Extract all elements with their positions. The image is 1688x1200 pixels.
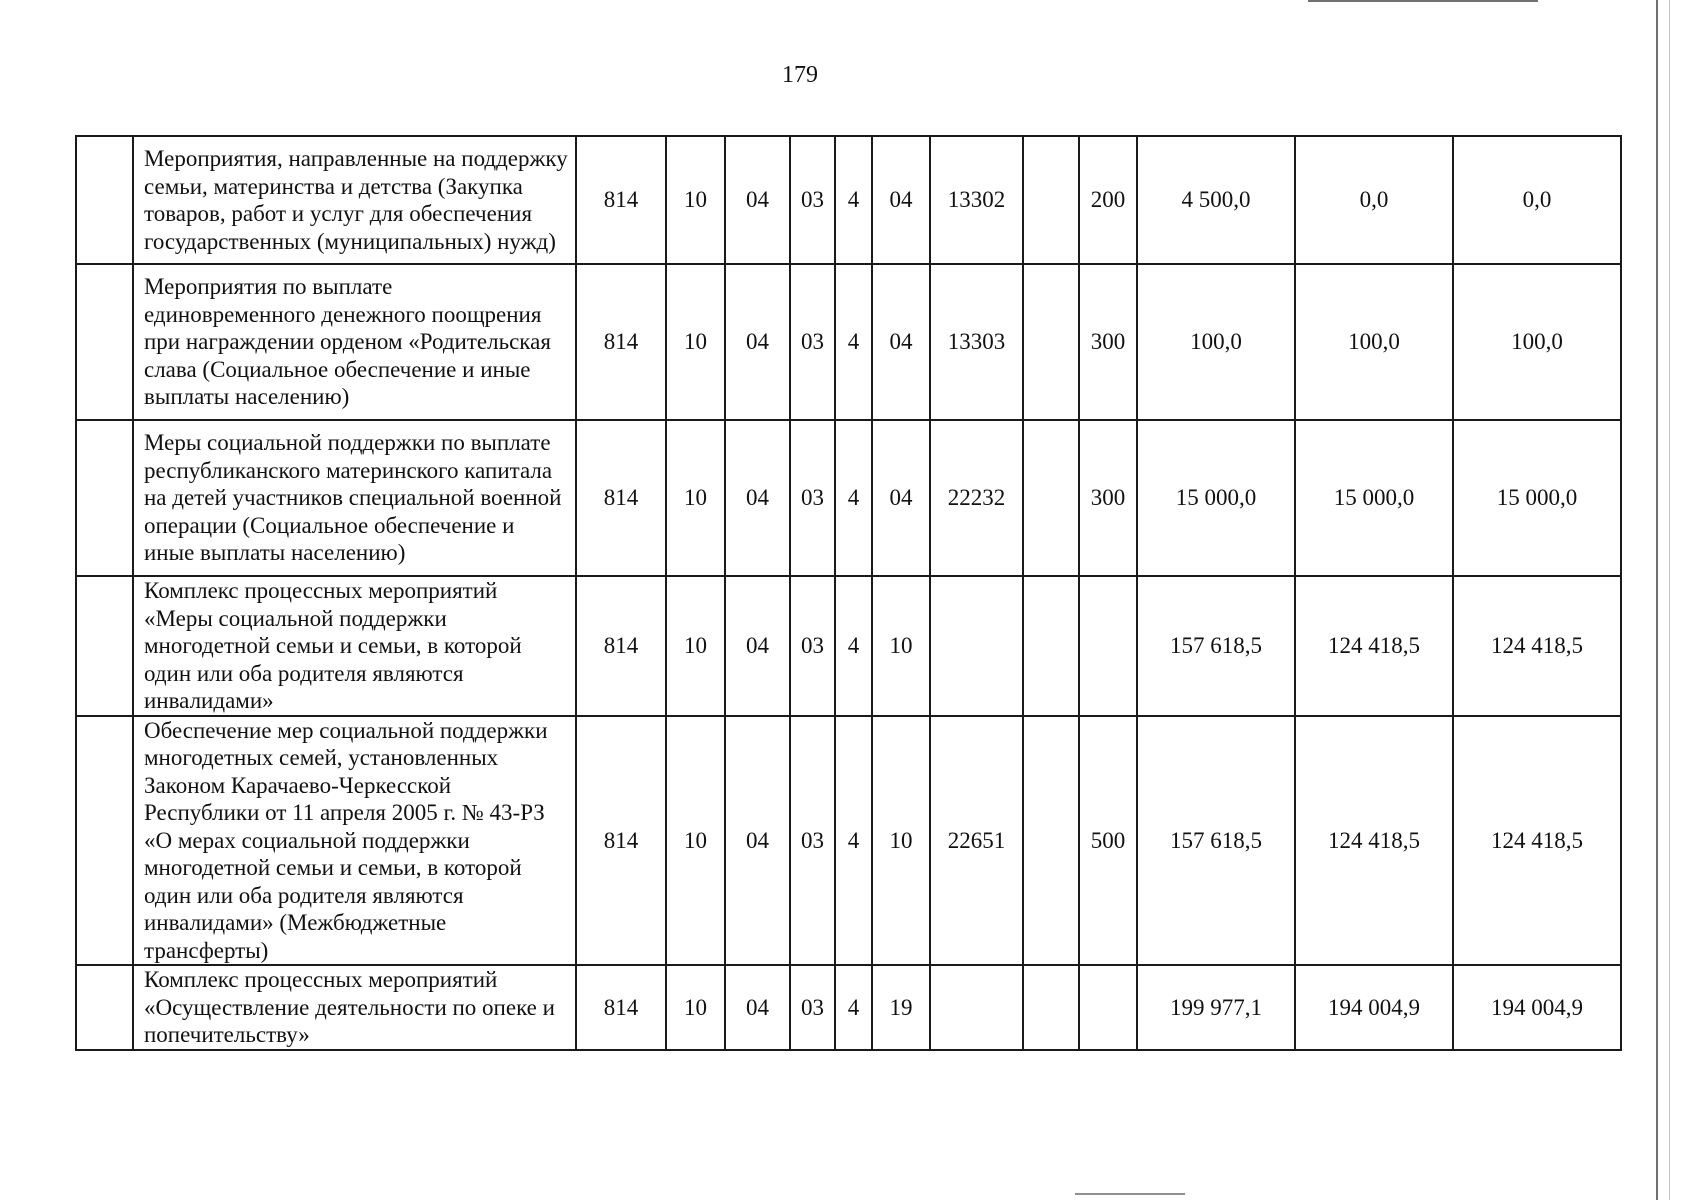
- row-number-cell: [76, 965, 133, 1050]
- amount-year-3-cell: 0,0: [1453, 136, 1621, 264]
- direction-extra-cell: [1023, 716, 1079, 966]
- ministry-code-cell: 814: [576, 136, 666, 264]
- direction-extra-cell: [1023, 420, 1079, 576]
- subsection-code-cell: 04: [725, 136, 790, 264]
- ministry-code-cell: 814: [576, 716, 666, 966]
- subprogram-type-cell: 4: [835, 716, 872, 966]
- budget-table: [75, 135, 1622, 1051]
- subsection-code-cell: 04: [725, 965, 790, 1050]
- amount-year-1-cell: 100,0: [1137, 264, 1295, 420]
- program-code-cell: 03: [790, 716, 835, 966]
- program-code-cell: 03: [790, 264, 835, 420]
- row-number-cell: [76, 420, 133, 576]
- section-code-cell: 10: [666, 716, 725, 966]
- program-code-cell: 03: [790, 136, 835, 264]
- section-code-cell: 10: [666, 136, 725, 264]
- amount-year-1-cell: 199 977,1: [1137, 965, 1295, 1050]
- direction-extra-cell: [1023, 965, 1079, 1050]
- ministry-code-cell: 814: [576, 264, 666, 420]
- amount-year-2-cell: 15 000,0: [1295, 420, 1453, 576]
- subprogram-code-cell: 04: [872, 420, 930, 576]
- amount-year-3-cell: 124 418,5: [1453, 576, 1621, 716]
- amount-year-1-cell: 15 000,0: [1137, 420, 1295, 576]
- section-code-cell: 10: [666, 264, 725, 420]
- direction-extra-cell: [1023, 136, 1079, 264]
- table-row: [76, 716, 1621, 966]
- table-row: [76, 264, 1621, 420]
- ministry-code-cell: 814: [576, 965, 666, 1050]
- direction-extra-cell: [1023, 264, 1079, 420]
- scan-edge-right: [1656, 0, 1658, 1200]
- subprogram-type-cell: 4: [835, 420, 872, 576]
- amount-year-1-cell: 157 618,5: [1137, 576, 1295, 716]
- program-code-cell: 03: [790, 965, 835, 1050]
- table-row: [76, 136, 1621, 264]
- subprogram-type-cell: 4: [835, 264, 872, 420]
- description-cell: Мероприятия по выплате единовременного денежного поощрения при награждении орденом «Родительская слава (Социальное обеспечение и иные выплаты населению): [133, 264, 576, 420]
- program-code-cell: 03: [790, 420, 835, 576]
- description-cell: Комплекс процессных мероприятий «Меры социальной поддержки многодетной семьи и семьи, в которой один или оба родителя являются инвалидами»: [133, 576, 576, 716]
- ministry-code-cell: 814: [576, 576, 666, 716]
- amount-year-1-cell: 4 500,0: [1137, 136, 1295, 264]
- section-code-cell: 10: [666, 965, 725, 1050]
- amount-year-2-cell: 124 418,5: [1295, 716, 1453, 966]
- row-number-cell: [76, 716, 133, 966]
- scan-edge-right-faint: [1669, 0, 1670, 1200]
- direction-code-cell: [930, 965, 1023, 1050]
- subsection-code-cell: 04: [725, 264, 790, 420]
- direction-extra-cell: [1023, 576, 1079, 716]
- amount-year-2-cell: 194 004,9: [1295, 965, 1453, 1050]
- description-cell: Меры социальной поддержки по выплате республиканского материнского капитала на детей участников специальной военной операции (Социальное обеспечение и иные выплаты населению): [133, 420, 576, 576]
- subprogram-type-cell: 4: [835, 136, 872, 264]
- expense-type-cell: 300: [1079, 420, 1137, 576]
- expense-type-cell: 500: [1079, 716, 1137, 966]
- amount-year-3-cell: 194 004,9: [1453, 965, 1621, 1050]
- subprogram-type-cell: 4: [835, 965, 872, 1050]
- table-row: [76, 576, 1621, 716]
- description-cell: Мероприятия, направленные на поддержку семьи, материнства и детства (Закупка товаров, работ и услуг для обеспечения государственных (муниципальных) нужд): [133, 136, 576, 264]
- row-number-cell: [76, 576, 133, 716]
- expense-type-cell: [1079, 576, 1137, 716]
- amount-year-3-cell: 100,0: [1453, 264, 1621, 420]
- section-code-cell: 10: [666, 576, 725, 716]
- program-code-cell: 03: [790, 576, 835, 716]
- expense-type-cell: [1079, 965, 1137, 1050]
- direction-code-cell: 22232: [930, 420, 1023, 576]
- ministry-code-cell: 814: [576, 420, 666, 576]
- subprogram-code-cell: 04: [872, 136, 930, 264]
- table-row: [76, 965, 1621, 1050]
- amount-year-1-cell: 157 618,5: [1137, 716, 1295, 966]
- amount-year-2-cell: 124 418,5: [1295, 576, 1453, 716]
- amount-year-2-cell: 0,0: [1295, 136, 1453, 264]
- subprogram-type-cell: 4: [835, 576, 872, 716]
- subsection-code-cell: 04: [725, 716, 790, 966]
- direction-code-cell: 13303: [930, 264, 1023, 420]
- scan-edge-bottom: [1075, 1193, 1185, 1195]
- table-row: [76, 420, 1621, 576]
- row-number-cell: [76, 136, 133, 264]
- scan-edge-top: [1308, 0, 1538, 2]
- description-cell: Комплекс процессных мероприятий «Осуществление деятельности по опеке и попечительству»: [133, 965, 576, 1050]
- subprogram-code-cell: 19: [872, 965, 930, 1050]
- subprogram-code-cell: 10: [872, 716, 930, 966]
- amount-year-3-cell: 15 000,0: [1453, 420, 1621, 576]
- budget-table-body: [76, 136, 1621, 1050]
- direction-code-cell: 22651: [930, 716, 1023, 966]
- subsection-code-cell: 04: [725, 420, 790, 576]
- section-code-cell: 10: [666, 420, 725, 576]
- amount-year-2-cell: 100,0: [1295, 264, 1453, 420]
- row-number-cell: [76, 264, 133, 420]
- subsection-code-cell: 04: [725, 576, 790, 716]
- page-number: 179: [782, 62, 818, 88]
- subprogram-code-cell: 10: [872, 576, 930, 716]
- subprogram-code-cell: 04: [872, 264, 930, 420]
- expense-type-cell: 200: [1079, 136, 1137, 264]
- amount-year-3-cell: 124 418,5: [1453, 716, 1621, 966]
- direction-code-cell: [930, 576, 1023, 716]
- direction-code-cell: 13302: [930, 136, 1023, 264]
- expense-type-cell: 300: [1079, 264, 1137, 420]
- description-cell: Обеспечение мер социальной поддержки многодетных семей, установленных Законом Карачаево-Черкесской Республики от 11 апреля 2005 г. № 43-РЗ «О мерах социальной поддержки многодетной семьи и семьи, в которой один или оба родителя являются инвалидами» (Межбюджетные трансферты): [133, 716, 576, 966]
